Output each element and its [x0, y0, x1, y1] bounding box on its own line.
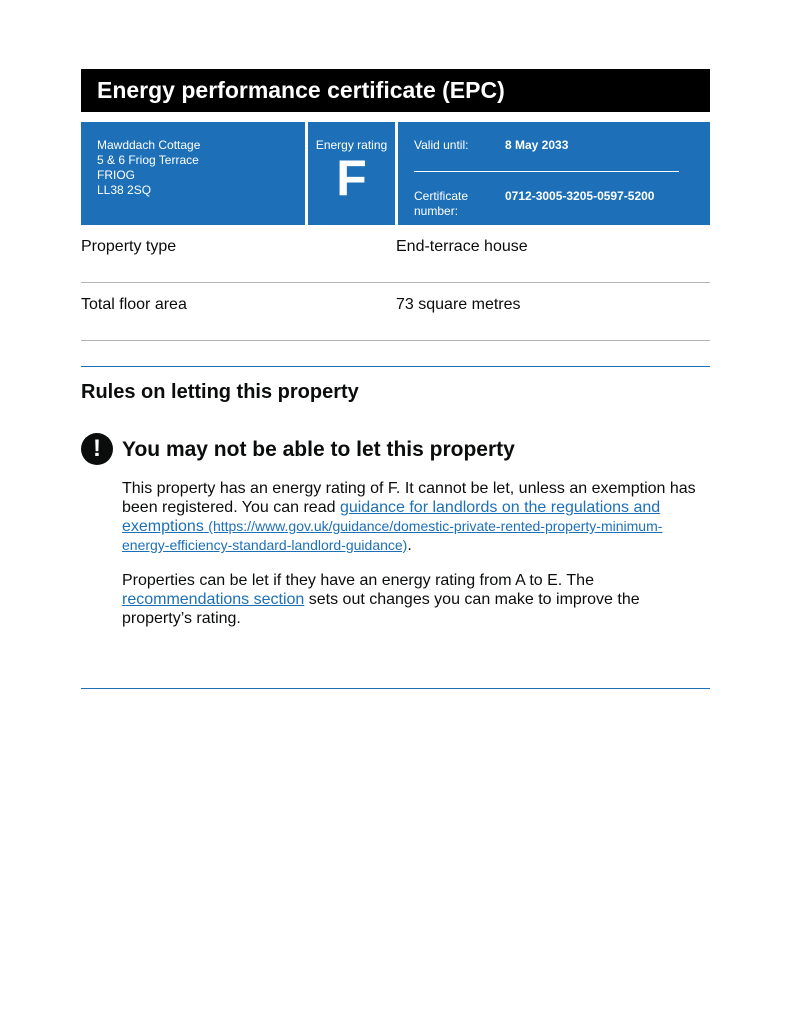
energy-rating-box [308, 122, 395, 225]
section-divider-top [81, 366, 710, 367]
exclamation-icon: ! [81, 433, 113, 465]
summary-row-floor-area [81, 283, 710, 341]
certificate-number-row [414, 189, 654, 219]
address-postcode: LL38 2SQ [97, 183, 152, 197]
landlord-guidance-link[interactable]: guidance for landlords on the regulations and exemptions (https://www.gov.uk/guidance/domestic-private-rented-property-minimum-energy-efficiency-standard-landlord-guidance) [122, 499, 663, 553]
letting-rating-paragraph: Properties can be let if they have an energy rating from A to E. The recommendations section sets out changes you can make to improve the property’s rating. [122, 572, 640, 627]
address-line-3: FRIOG [97, 168, 135, 182]
energy-rating-label: Energy rating [315, 138, 388, 152]
letting-rules-heading: Rules on letting this property [81, 381, 359, 403]
letting-warning-heading: You may not be able to let this property [122, 438, 515, 461]
valid-until-value: 8 May 2033 [505, 138, 569, 152]
valid-until-row [414, 138, 694, 153]
certificate-number-value: 0712-3005-3205-0597-5200 [505, 189, 655, 203]
property-address [81, 122, 305, 225]
energy-rating-letter: F [336, 150, 367, 206]
floor-area-label: Total floor area [81, 296, 187, 313]
valid-until-label: Valid until: [414, 138, 469, 152]
validity-divider [414, 171, 679, 172]
property-type-value: End-terrace house [396, 238, 528, 255]
certificate-validity [398, 122, 710, 225]
certificate-number-label: Certificate number: [414, 189, 469, 218]
address-line-2: 5 & 6 Friog Terrace [97, 153, 199, 167]
recommendations-section-link[interactable]: recommendations section [122, 591, 305, 608]
address-line-1: Mawddach Cottage [97, 138, 201, 152]
landlord-guidance-url: (https://www.gov.uk/guidance/domestic-private-rented-property-minimum-energy-efficiency-standard-landlord-guidance) [122, 518, 663, 553]
property-type-label: Property type [81, 238, 177, 255]
section-divider-bottom [81, 688, 710, 689]
floor-area-value: 73 square metres [396, 296, 521, 313]
summary-row-property-type [81, 225, 710, 283]
page-title: Energy performance certificate (EPC) [81, 69, 710, 112]
letting-warning-paragraph: This property has an energy rating of F. It cannot be let, unless an exemption has been registered. You can read guidance for landlords on the regulations and exemptions (https://www.gov.uk/guidance/domestic-private-rented-property-minimum-energy-efficiency-standard-landlord-guidance). [122, 480, 696, 554]
certificate-summary-band [81, 122, 710, 225]
